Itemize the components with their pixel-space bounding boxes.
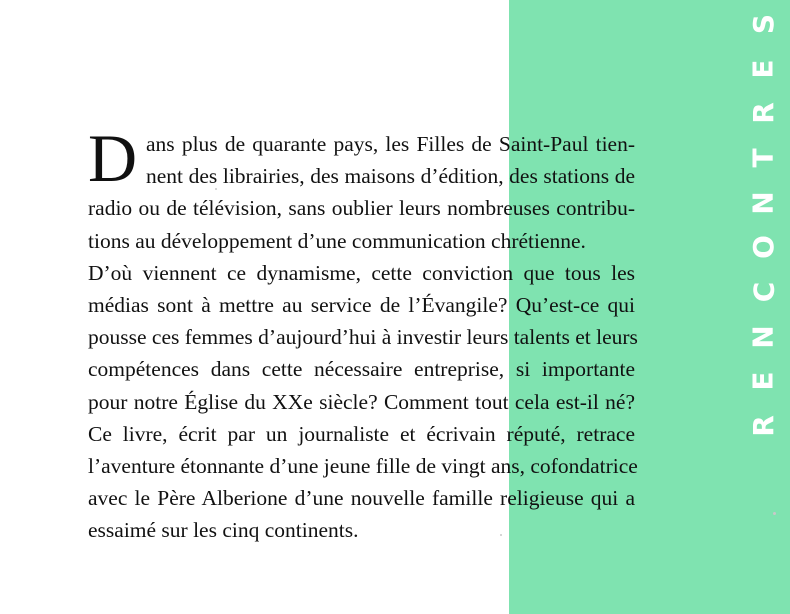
series-title-letter: N: [747, 190, 780, 215]
series-title-letter: E: [746, 59, 780, 79]
blurb-line: essaimé sur les cinq continents.: [88, 518, 359, 543]
blurb-line: avec le Père Alberione d’une nouvelle famille religieuse qui a: [88, 486, 635, 511]
blurb-line: ans plus de quarante pays, les Filles de Saint-Paul tien-: [146, 132, 635, 156]
series-title-letter: C: [747, 281, 780, 303]
print-speck: [500, 534, 502, 536]
blurb-line: pour notre Église du XXe siècle? Comment tout cela est-il né?: [88, 389, 635, 414]
series-title: [742, 10, 786, 440]
blurb-line: nent des librairies, des maisons d’édition, des stations de: [146, 164, 635, 189]
print-speck: [215, 188, 217, 190]
series-title-letter: O: [747, 235, 780, 260]
print-speck: [773, 512, 776, 515]
blurb-line: tions au développement d’une communication chrétienne.: [88, 228, 586, 253]
series-title-letter: R: [747, 415, 780, 437]
blurb-line: D’où viennent ce dynamisme, cette conviction que tous les: [88, 260, 635, 285]
series-title-letter: T: [746, 148, 780, 168]
drop-cap: D: [88, 120, 138, 196]
blurb-line: médias sont à mettre au service de l’Évangile? Qu’est-ce qui: [88, 293, 635, 318]
blurb-line: pousse ces femmes d’aujourd’hui à investir leurs talents et leurs: [88, 325, 638, 350]
blurb-line: Ce livre, écrit par un journaliste et écrivain réputé, retrace: [88, 421, 635, 446]
series-title-letter: E: [746, 371, 780, 391]
blurb-line: compétences dans cette nécessaire entreprise, si importante: [88, 357, 635, 382]
blurb-line: l’aventure étonnante d’une jeune fille de vingt ans, cofondatrice: [88, 454, 638, 479]
series-title-letter: R: [747, 102, 780, 125]
series-title-letter: N: [747, 324, 780, 349]
series-title-letter: S: [746, 13, 780, 35]
blurb-text: [88, 120, 638, 547]
blurb-line: radio ou de télévision, sans oublier leurs nombreuses contribu-: [88, 196, 635, 221]
